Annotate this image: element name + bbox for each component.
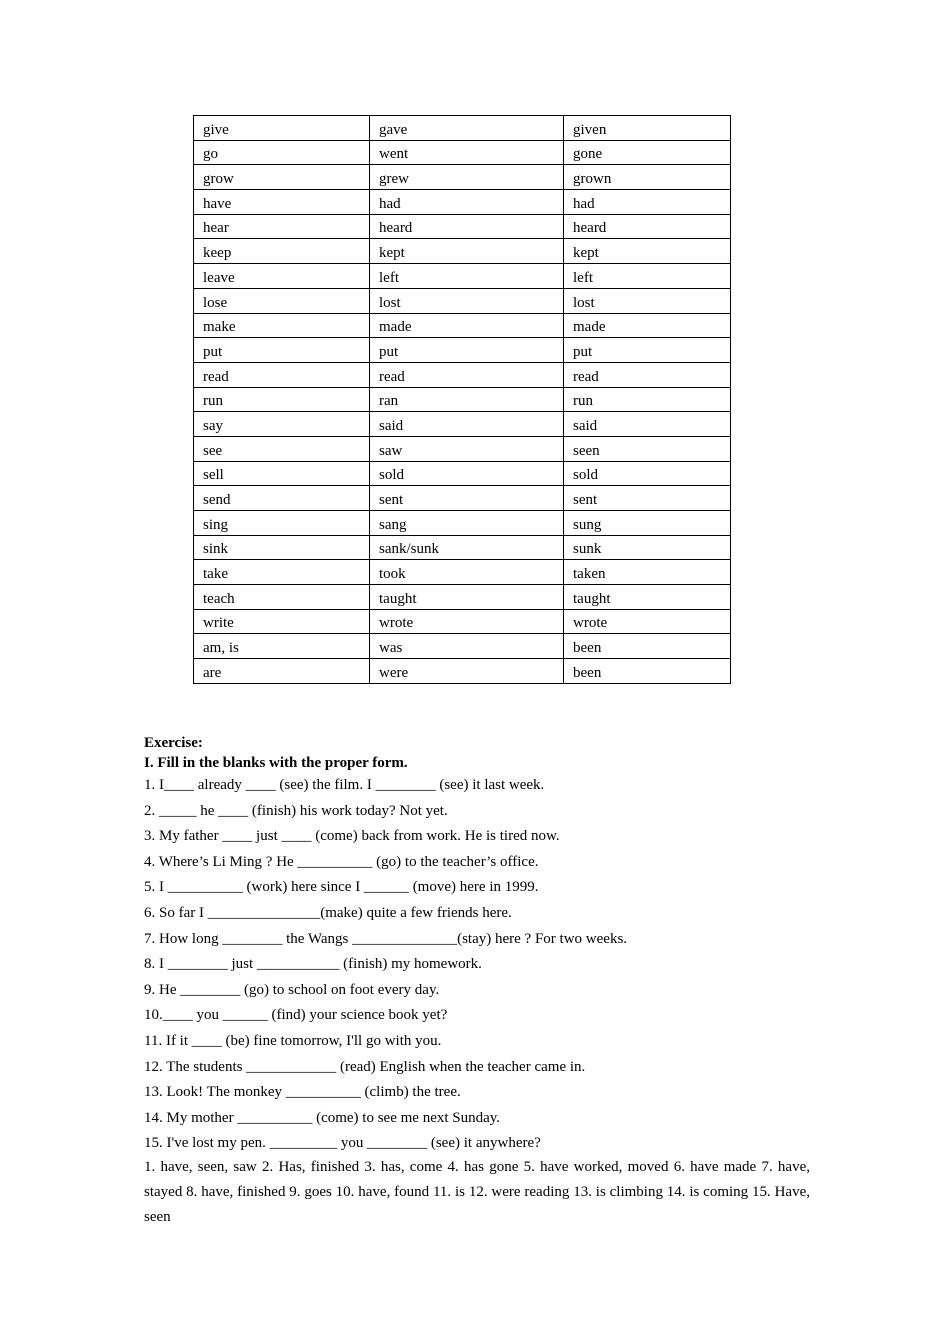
- past-tense-cell: wrote: [370, 609, 564, 634]
- past-participle-cell: made: [564, 313, 731, 338]
- question-list: [144, 773, 810, 1157]
- verb-row: [194, 338, 731, 363]
- question-item: 1. I____ already ____ (see) the film. I ________ (see) it last week.: [144, 777, 545, 793]
- base-form-cell: teach: [194, 585, 370, 610]
- past-tense-cell: ran: [370, 387, 564, 412]
- question-item: 4. Where’s Li Ming ? He __________ (go) to the teacher’s office.: [144, 853, 539, 870]
- past-tense-cell: taught: [370, 585, 564, 610]
- past-participle-cell: grown: [564, 165, 731, 190]
- question-item: 14. My mother __________ (come) to see me next Sunday.: [144, 1109, 501, 1126]
- section-heading: I. Fill in the blanks with the proper form.: [144, 755, 408, 771]
- question-item: 9. He ________ (go) to school on foot every day.: [144, 981, 440, 998]
- past-tense-cell: kept: [370, 239, 564, 264]
- past-participle-cell: taught: [564, 585, 731, 610]
- past-tense-cell: heard: [370, 214, 564, 239]
- past-participle-cell: sent: [564, 486, 731, 511]
- base-form-cell: give: [194, 116, 370, 141]
- past-tense-cell: sank/sunk: [370, 535, 564, 560]
- past-participle-cell: sold: [564, 461, 731, 486]
- base-form-cell: run: [194, 387, 370, 412]
- base-form-cell: grow: [194, 165, 370, 190]
- question-item: 11. If it ____ (be) fine tomorrow, I'll go with you.: [144, 1032, 442, 1049]
- base-form-cell: leave: [194, 264, 370, 289]
- verb-row: [194, 165, 731, 190]
- base-form-cell: send: [194, 486, 370, 511]
- past-participle-cell: lost: [564, 288, 731, 313]
- verb-row: [194, 387, 731, 412]
- verb-row: [194, 214, 731, 239]
- past-participle-cell: read: [564, 362, 731, 387]
- exercise-title: Exercise:: [144, 735, 203, 751]
- verb-row: [194, 264, 731, 289]
- past-tense-cell: read: [370, 362, 564, 387]
- past-participle-cell: said: [564, 412, 731, 437]
- past-tense-cell: sold: [370, 461, 564, 486]
- question-item: 8. I ________ just ___________ (finish) my homework.: [144, 956, 482, 973]
- exercise-section: [144, 733, 810, 1230]
- base-form-cell: sink: [194, 535, 370, 560]
- verb-row: [194, 609, 731, 634]
- verb-row: [194, 116, 731, 141]
- past-participle-cell: given: [564, 116, 731, 141]
- past-tense-cell: gave: [370, 116, 564, 141]
- base-form-cell: sell: [194, 461, 370, 486]
- past-participle-cell: sung: [564, 511, 731, 536]
- base-form-cell: keep: [194, 239, 370, 264]
- verb-row: [194, 288, 731, 313]
- verb-row: [194, 535, 731, 560]
- past-participle-cell: heard: [564, 214, 731, 239]
- question-item: 12. The students ____________ (read) English when the teacher came in.: [144, 1058, 586, 1075]
- question-item: 3. My father ____ just ____ (come) back from work. He is tired now.: [144, 828, 560, 845]
- irregular-verb-table: [193, 115, 731, 684]
- question-item: 2. _____ he ____ (finish) his work today? Not yet.: [144, 802, 448, 819]
- verb-row: [194, 659, 731, 684]
- verb-row: [194, 511, 731, 536]
- verb-row: [194, 585, 731, 610]
- base-form-cell: hear: [194, 214, 370, 239]
- base-form-cell: go: [194, 140, 370, 165]
- past-tense-cell: sang: [370, 511, 564, 536]
- past-tense-cell: put: [370, 338, 564, 363]
- past-tense-cell: was: [370, 634, 564, 659]
- past-participle-cell: seen: [564, 436, 731, 461]
- base-form-cell: see: [194, 436, 370, 461]
- base-form-cell: am, is: [194, 634, 370, 659]
- past-participle-cell: been: [564, 659, 731, 684]
- verb-row: [194, 486, 731, 511]
- verb-row: [194, 461, 731, 486]
- verb-row: [194, 412, 731, 437]
- past-participle-cell: left: [564, 264, 731, 289]
- verb-row: [194, 634, 731, 659]
- past-participle-cell: sunk: [564, 535, 731, 560]
- question-item: 10.____ you ______ (find) your science book yet?: [144, 1007, 448, 1024]
- base-form-cell: put: [194, 338, 370, 363]
- verb-row: [194, 362, 731, 387]
- past-tense-cell: had: [370, 190, 564, 215]
- past-tense-cell: said: [370, 412, 564, 437]
- answer-key: 1. have, seen, saw 2. Has, finished 3. has, come 4. has gone 5. have worked, moved 6. have made 7. have, stayed 8. have, finished 9. goes 10. have, found 11. is 12. were reading 13. is climbing 14. is coming 15. Have, seen: [144, 1158, 810, 1225]
- past-participle-cell: taken: [564, 560, 731, 585]
- base-form-cell: sing: [194, 511, 370, 536]
- question-item: 6. So far I _______________(make) quite a few friends here.: [144, 904, 512, 921]
- past-tense-cell: went: [370, 140, 564, 165]
- question-item: 7. How long ________ the Wangs ______________(stay) here ? For two weeks.: [144, 930, 628, 947]
- verb-row: [194, 140, 731, 165]
- base-form-cell: write: [194, 609, 370, 634]
- past-tense-cell: took: [370, 560, 564, 585]
- base-form-cell: make: [194, 313, 370, 338]
- verb-row: [194, 239, 731, 264]
- past-participle-cell: run: [564, 387, 731, 412]
- past-tense-cell: saw: [370, 436, 564, 461]
- base-form-cell: are: [194, 659, 370, 684]
- past-participle-cell: wrote: [564, 609, 731, 634]
- verb-row: [194, 560, 731, 585]
- past-participle-cell: gone: [564, 140, 731, 165]
- past-tense-cell: sent: [370, 486, 564, 511]
- past-tense-cell: left: [370, 264, 564, 289]
- past-tense-cell: were: [370, 659, 564, 684]
- question-item: 13. Look! The monkey __________ (climb) the tree.: [144, 1084, 461, 1101]
- verb-row: [194, 313, 731, 338]
- base-form-cell: lose: [194, 288, 370, 313]
- question-item: 15. I've lost my pen. _________ you ________ (see) it anywhere?: [144, 1135, 541, 1152]
- past-participle-cell: kept: [564, 239, 731, 264]
- past-tense-cell: grew: [370, 165, 564, 190]
- question-item: 5. I __________ (work) here since I ______ (move) here in 1999.: [144, 879, 539, 896]
- verb-row: [194, 436, 731, 461]
- past-tense-cell: made: [370, 313, 564, 338]
- past-participle-cell: been: [564, 634, 731, 659]
- base-form-cell: read: [194, 362, 370, 387]
- verb-row: [194, 190, 731, 215]
- past-participle-cell: had: [564, 190, 731, 215]
- base-form-cell: take: [194, 560, 370, 585]
- past-tense-cell: lost: [370, 288, 564, 313]
- base-form-cell: say: [194, 412, 370, 437]
- base-form-cell: have: [194, 190, 370, 215]
- past-participle-cell: put: [564, 338, 731, 363]
